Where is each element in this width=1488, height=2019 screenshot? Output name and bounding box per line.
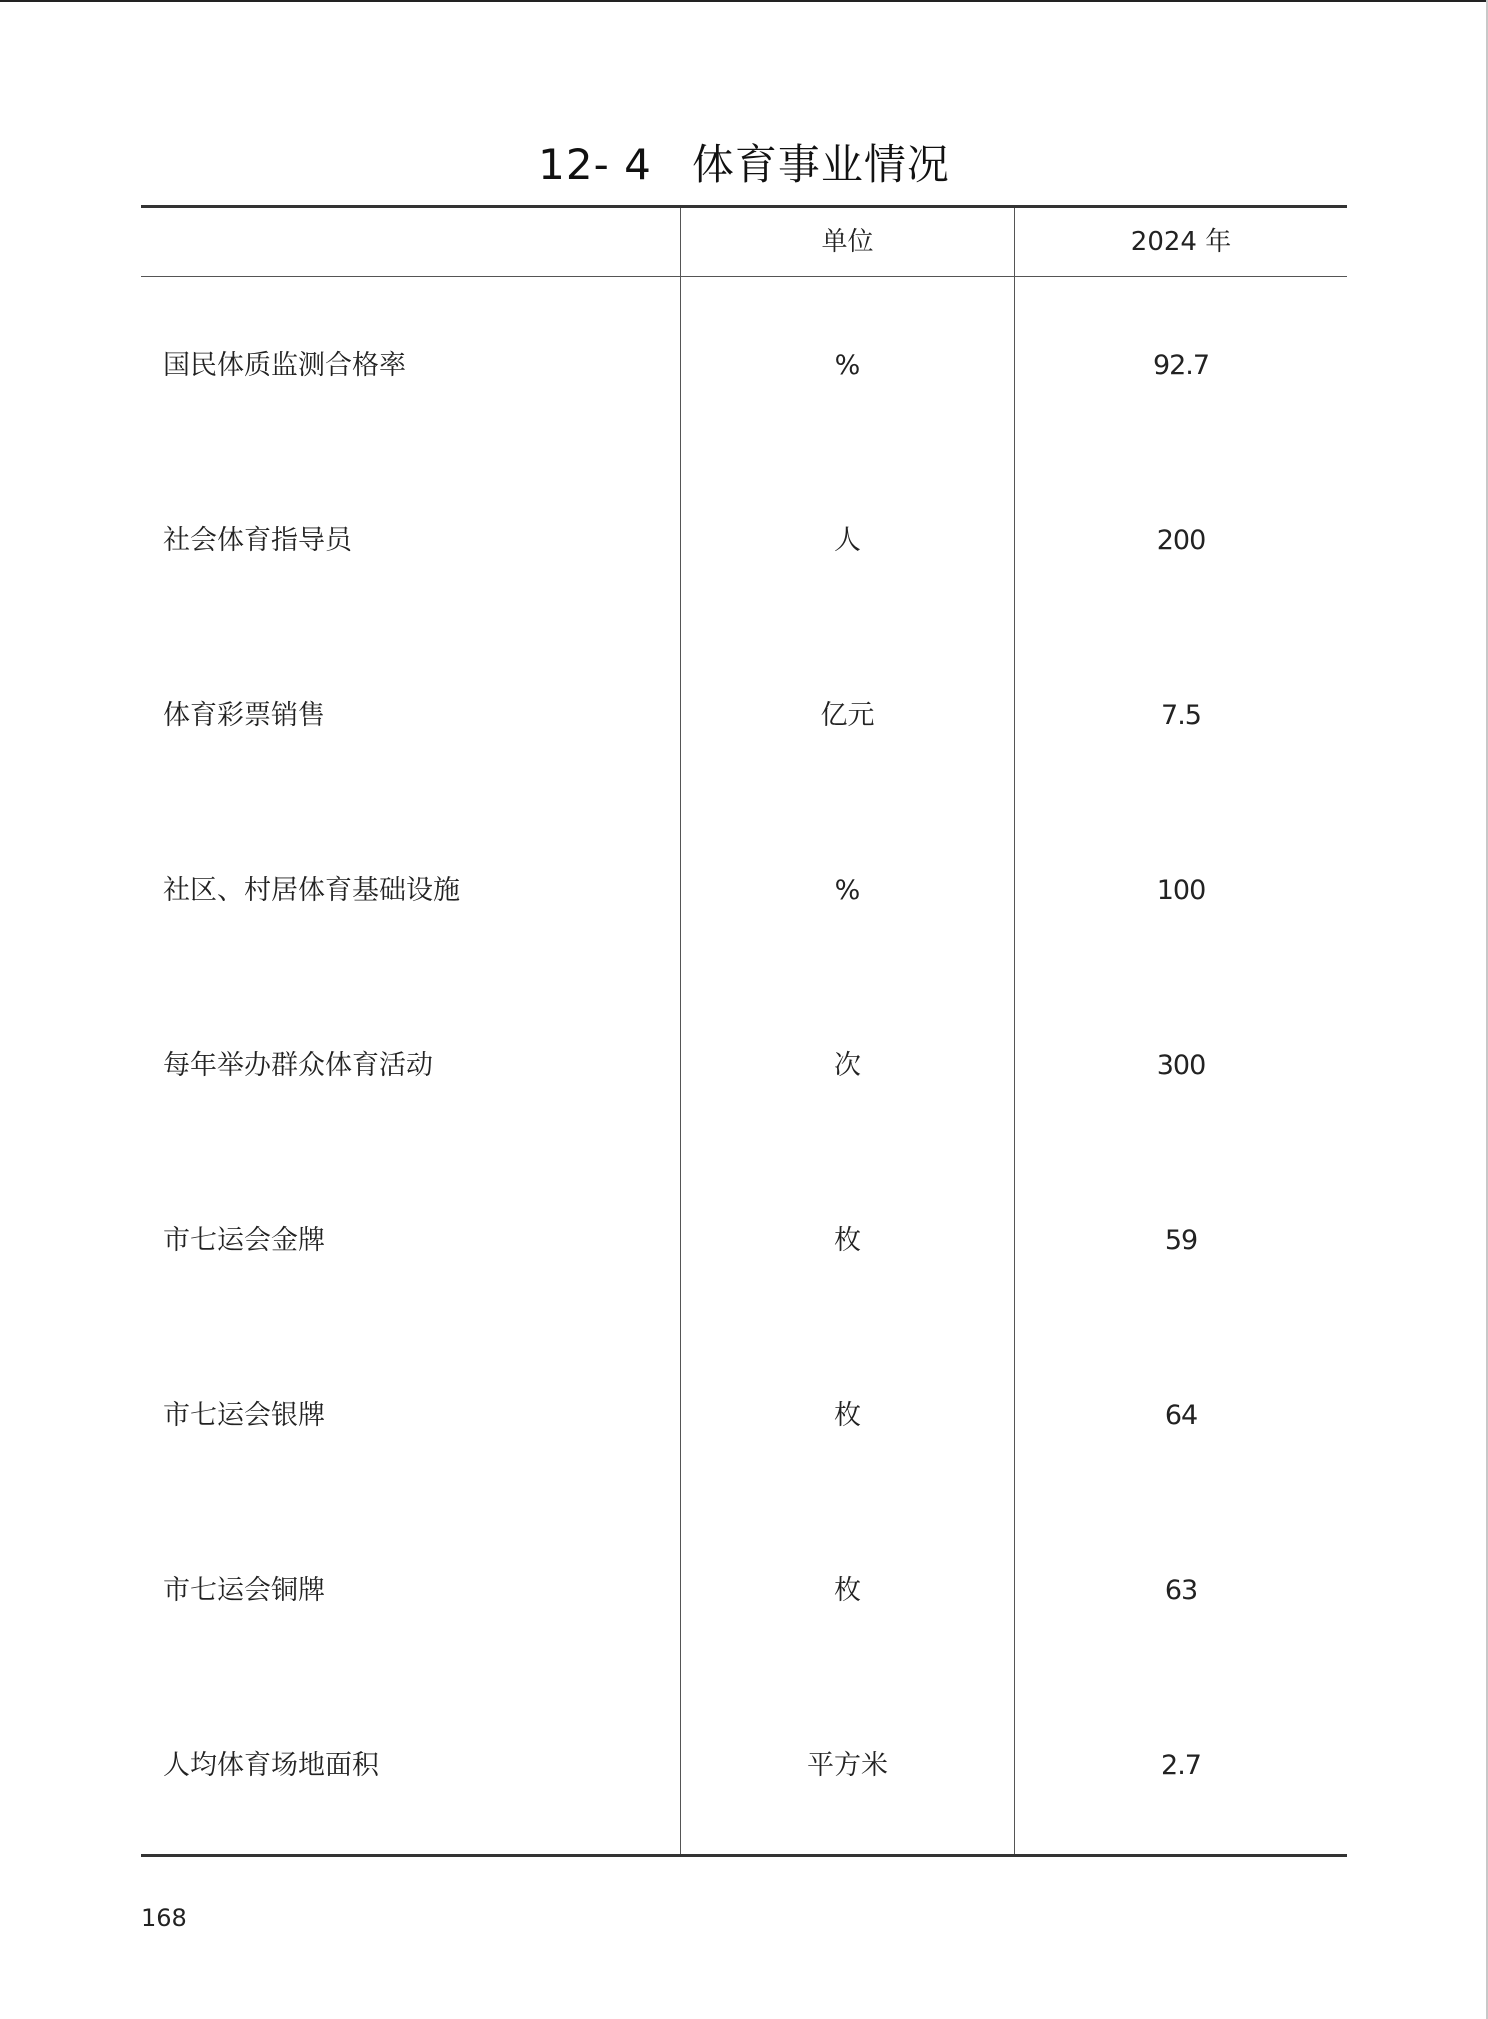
row-value: 63 bbox=[1164, 1575, 1198, 1606]
row-value: 300 bbox=[1156, 1050, 1206, 1081]
row-value: 200 bbox=[1156, 525, 1206, 556]
row-unit: % bbox=[834, 350, 861, 381]
row-label: 体育彩票销售 bbox=[163, 700, 325, 731]
row-unit: 人 bbox=[834, 525, 861, 556]
row-label: 市七运会银牌 bbox=[163, 1400, 325, 1431]
row-label: 国民体质监测合格率 bbox=[163, 350, 406, 381]
row-unit: % bbox=[834, 875, 861, 906]
table-bottom-rule bbox=[141, 1854, 1347, 1857]
table-row bbox=[141, 1678, 1347, 1853]
row-unit: 亿元 bbox=[820, 700, 875, 731]
row-value: 2.7 bbox=[1161, 1750, 1201, 1781]
row-unit: 枚 bbox=[834, 1400, 861, 1431]
row-unit: 次 bbox=[834, 1050, 861, 1081]
row-unit: 枚 bbox=[834, 1575, 861, 1606]
table-row bbox=[141, 1503, 1347, 1678]
table-number: 12- 4 bbox=[538, 140, 652, 189]
table-row bbox=[141, 978, 1347, 1153]
table-row bbox=[141, 453, 1347, 628]
row-unit: 枚 bbox=[834, 1225, 861, 1256]
table-row bbox=[141, 803, 1347, 978]
row-value: 100 bbox=[1156, 875, 1206, 906]
table-row bbox=[141, 1153, 1347, 1328]
header-year: 2024 年 bbox=[1130, 227, 1232, 257]
row-value: 92.7 bbox=[1152, 350, 1210, 381]
header-bottom-rule bbox=[141, 276, 1347, 277]
header-unit: 单位 bbox=[821, 227, 874, 257]
table-row bbox=[141, 278, 1347, 453]
row-label: 市七运会铜牌 bbox=[163, 1575, 325, 1606]
row-value: 7.5 bbox=[1161, 700, 1201, 731]
row-label: 社会体育指导员 bbox=[163, 525, 352, 556]
row-label: 市七运会金牌 bbox=[163, 1225, 325, 1256]
row-label: 人均体育场地面积 bbox=[163, 1750, 379, 1781]
page-title bbox=[0, 132, 1488, 192]
row-value: 59 bbox=[1164, 1225, 1198, 1256]
table-row bbox=[141, 1328, 1347, 1503]
table-row bbox=[141, 628, 1347, 803]
row-unit: 平方米 bbox=[807, 1750, 888, 1781]
table-title-text: 体育事业情况 bbox=[691, 140, 950, 189]
row-label: 社区、村居体育基础设施 bbox=[163, 875, 460, 906]
row-value: 64 bbox=[1164, 1400, 1198, 1431]
row-label: 每年举办群众体育活动 bbox=[163, 1050, 433, 1081]
page-number: 168 bbox=[141, 1904, 187, 1932]
header-item bbox=[141, 208, 680, 276]
page-top-border bbox=[0, 0, 1488, 2]
